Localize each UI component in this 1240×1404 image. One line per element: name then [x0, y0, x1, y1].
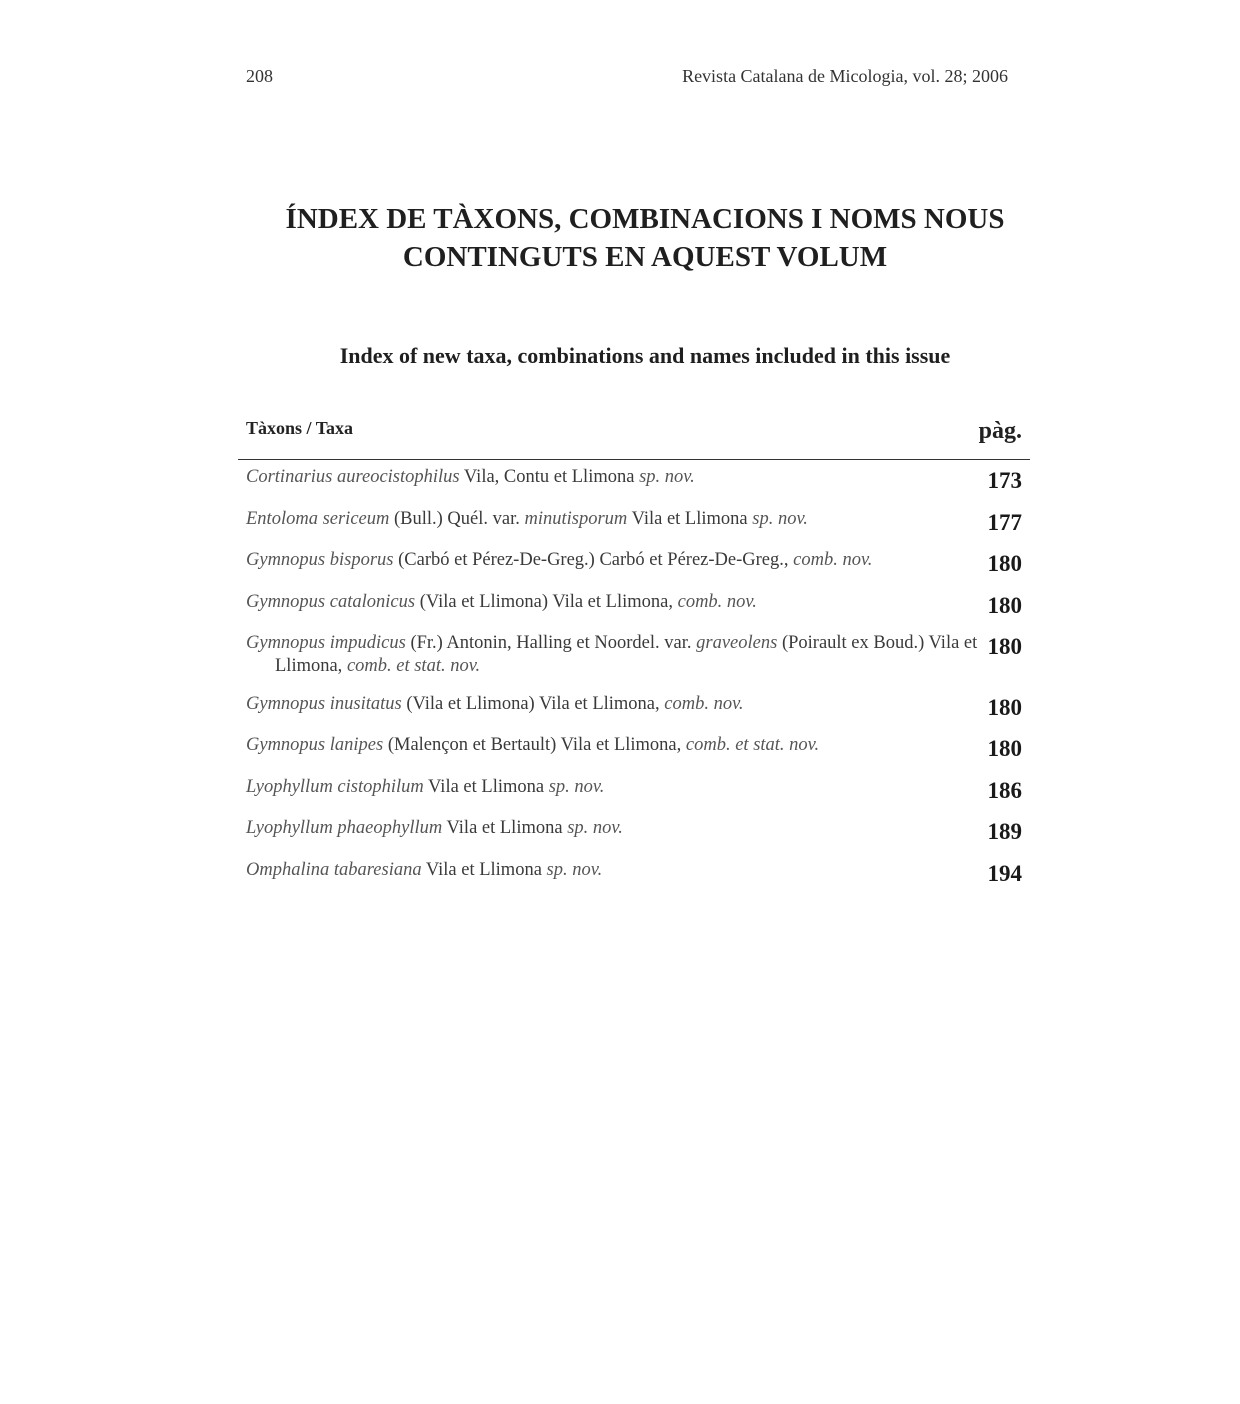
text-segment: Vila et Llimona — [442, 818, 568, 838]
italic-segment: Gymnopus impudicus — [246, 633, 406, 653]
index-entry — [246, 466, 1024, 493]
taxon-citation — [246, 693, 987, 716]
entry-page-number: 173 — [987, 468, 1022, 493]
running-header — [246, 66, 1008, 90]
text-segment: Vila et Llimona — [423, 776, 549, 797]
index-entry — [246, 693, 1024, 720]
italic-segment: Lyophyllum phaeophyllum — [246, 818, 443, 838]
text-segment: (Fr.) Antonin, Halling et Noordel. var. — [405, 633, 697, 653]
index-entry — [246, 549, 1024, 576]
taxon-citation — [246, 508, 987, 531]
italic-segment: Omphalina tabaresiana — [246, 859, 422, 880]
page-title — [200, 200, 1090, 276]
taxon-citation — [246, 859, 987, 882]
index-entry-list — [246, 466, 1024, 900]
text-segment: (Carbó et Pérez-De-Greg.) Carbó et Pérez-De-Greg., — [393, 550, 794, 570]
italic-segment: comb. et stat. nov. — [685, 735, 820, 755]
italic-segment: comb. et stat. nov. — [346, 656, 481, 676]
entry-page-number: 186 — [987, 777, 1022, 803]
index-entry — [246, 508, 1024, 535]
italic-segment: comb. nov. — [677, 591, 757, 612]
italic-segment: comb. nov. — [664, 693, 744, 714]
entry-page-number: 194 — [987, 860, 1022, 886]
italic-segment: Cortinarius aureocistophilus — [246, 467, 460, 487]
entry-page-number: 180 — [987, 634, 1022, 659]
index-entry — [246, 817, 1024, 844]
page-number: 208 — [246, 66, 273, 86]
entry-page-number: 180 — [987, 694, 1022, 720]
text-segment: (Bull.) Quél. var. — [389, 508, 525, 529]
entry-page-number: 177 — [987, 509, 1022, 535]
taxa-column-header: Tàxons / Taxa — [246, 418, 354, 438]
italic-segment: comb. nov. — [793, 550, 873, 570]
taxon-citation — [246, 776, 987, 799]
index-table-header — [238, 415, 1030, 460]
taxon-citation — [246, 549, 987, 572]
italic-segment: sp. nov. — [548, 776, 605, 797]
italic-segment: Entoloma sericeum — [246, 508, 390, 529]
italic-segment: Gymnopus inusitatus — [246, 693, 402, 714]
italic-segment: sp. nov. — [639, 467, 695, 487]
index-entry — [246, 591, 1024, 618]
page-column-header: pàg. — [978, 418, 1022, 444]
taxon-citation — [246, 632, 987, 678]
taxon-citation — [246, 734, 987, 757]
italic-segment: graveolens — [696, 633, 778, 653]
italic-segment: Gymnopus lanipes — [246, 735, 384, 755]
entry-page-number: 189 — [987, 819, 1022, 844]
entry-page-number: 180 — [987, 736, 1022, 761]
italic-segment: sp. nov. — [567, 818, 623, 838]
journal-reference: Revista Catalana de Micologia, vol. 28; 2006 — [682, 66, 1008, 86]
taxon-citation — [246, 591, 987, 614]
entry-page-number: 180 — [987, 551, 1022, 576]
text-segment: (Malençon et Bertault) Vila et Llimona, — [383, 735, 686, 755]
text-segment: Vila et Llimona — [627, 508, 753, 529]
italic-segment: Gymnopus catalonicus — [246, 591, 416, 612]
italic-segment: sp. nov. — [546, 859, 603, 880]
entry-page-number: 180 — [987, 592, 1022, 618]
title-line-2: CONTINGUTS EN AQUEST VOLUM — [402, 241, 888, 273]
text-segment: Vila et Llimona — [421, 859, 547, 880]
index-entry — [246, 632, 1024, 678]
text-segment: (Poirault ex Boud.) Vila et Llimona, — [275, 633, 978, 676]
index-entry — [246, 776, 1024, 803]
index-entry — [246, 734, 1024, 761]
italic-segment: Lyophyllum cistophilum — [246, 776, 424, 797]
index-entry — [246, 859, 1024, 886]
page-subtitle: Index of new taxa, combinations and names included in this issue — [339, 343, 951, 368]
taxon-citation — [246, 817, 987, 840]
text-segment: (Vila et Llimona) Vila et Llimona, — [415, 591, 678, 612]
italic-segment: sp. nov. — [752, 508, 808, 529]
text-segment: (Vila et Llimona) Vila et Llimona, — [401, 693, 665, 714]
italic-segment: minutisporum — [524, 508, 628, 529]
italic-segment: Gymnopus bisporus — [246, 550, 394, 570]
text-segment: Vila, Contu et Llimona — [459, 467, 640, 487]
title-line-1: ÍNDEX DE TÀXONS, COMBINACIONS I NOMS NOUS — [285, 203, 1005, 235]
taxon-citation — [246, 466, 987, 489]
